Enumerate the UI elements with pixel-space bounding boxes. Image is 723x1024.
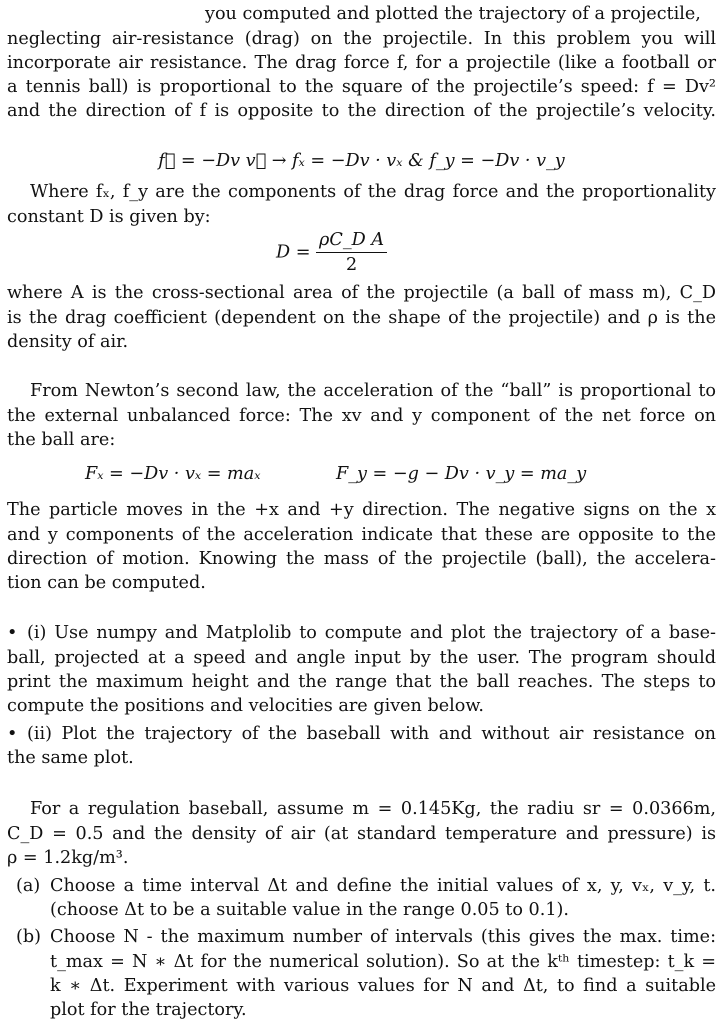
- bullet-ii-line-1: (ii) Plot the trajectory of the baseball with and without air resistance on: [27, 724, 716, 744]
- p1-line-4: a tennis ball) is proportional to the square of the projectile’s speed: f = Dv²: [7, 77, 716, 97]
- fraction-denominator: 2: [345, 255, 358, 275]
- net-force-x-equation: Fₓ = −Dv · vₓ = maₓ: [85, 464, 261, 484]
- p5-line-3: direction of motion. Knowing the mass of the projectile (ball), the accelera-: [7, 549, 716, 569]
- p1-line-2: neglecting air-resistance (drag) on the projectile. In this problem you will: [7, 29, 716, 49]
- bullet-i-line-3: print the maximum height and the range that the ball reaches. The steps to: [7, 672, 716, 692]
- drag-constant-equation: [276, 228, 387, 277]
- p5-line-1: The particle moves in the +x and +y direction. The negative signs on the x: [7, 500, 716, 520]
- p5-line-4: tion can be computed.: [7, 573, 206, 593]
- p1-line-5: and the direction of f is opposite to the direction of the projectile’s velocity.: [7, 101, 716, 121]
- net-force-y-equation: F_y = −g − Dv · v_y = ma_y: [336, 464, 587, 484]
- p4-line-3: the ball are:: [7, 430, 116, 450]
- p6-line-2: C_D = 0.5 and the density of air (at standard temperature and pressure) is: [7, 824, 716, 844]
- item-b-line-3: k ∗ Δt. Experiment with various values for N and Δt, to find a suitable: [50, 976, 716, 996]
- item-b-label: (b): [16, 927, 41, 947]
- p3-line-1: where A is the cross-sectional area of the projectile (a ball of mass m), C_D: [7, 283, 716, 303]
- bullet-icon: •: [7, 724, 18, 744]
- p2-line-1: Where fₓ, f_y are the components of the drag force and the proportionality: [30, 182, 716, 202]
- item-b-line-4: plot for the trajectory.: [50, 1000, 247, 1020]
- bullet-icon: •: [7, 623, 18, 643]
- item-b-line-1: Choose N - the maximum number of intervals (this gives the max. time:: [50, 927, 716, 947]
- item-b-line-2: t_max = N ∗ Δt for the numerical solution). So at the kᵗʰ timestep: t_k =: [50, 952, 716, 972]
- fraction: [316, 228, 387, 277]
- p3-line-3: density of air.: [7, 332, 129, 352]
- p2-line-2: constant D is given by:: [7, 207, 211, 227]
- p6-line-3: ρ = 1.2kg/m³.: [7, 848, 129, 868]
- bullet-i-line-2: ball, projected at a speed and angle input by the user. The program should: [7, 648, 716, 668]
- bullet-ii-line-2: the same plot.: [7, 748, 134, 768]
- drag-force-equation: f⃗ = −Dv v⃗ → fₓ = −Dv · vₓ & f_y = −Dv · v_y: [158, 151, 565, 171]
- p5-line-2: and y components of the acceleration indicate that these are opposite to the: [7, 525, 716, 545]
- item-a-line-2: (choose Δt to be a suitable value in the range 0.05 to 0.1).: [50, 900, 569, 920]
- p1-line-3: incorporate air resistance. The drag force f, for a projectile (like a football or: [7, 53, 716, 73]
- equation-lhs: D =: [276, 242, 311, 263]
- p1-line-1: you computed and plotted the trajectory of a projectile,: [205, 4, 701, 24]
- p4-line-2: the external unbalanced force: The xv and y component of the net force on: [7, 406, 716, 426]
- p3-line-2: is the drag coefficient (dependent on the shape of the projectile) and ρ is the: [7, 308, 716, 328]
- p6-line-1: For a regulation baseball, assume m = 0.145Kg, the radiu sr = 0.0366m,: [30, 799, 716, 819]
- p4-line-1: From Newton’s second law, the acceleration of the “ball” is proportional to: [30, 381, 716, 401]
- item-a-label: (a): [16, 876, 41, 896]
- bullet-i-line-4: compute the positions and velocities are given below.: [7, 696, 484, 716]
- bullet-i-line-1: (i) Use numpy and Matplolib to compute and plot the trajectory of a base-: [27, 623, 716, 643]
- item-a-line-1: Choose a time interval Δt and define the initial values of x, y, vₓ, v_y, t.: [50, 876, 716, 896]
- fraction-numerator: ρC_D A: [316, 228, 387, 253]
